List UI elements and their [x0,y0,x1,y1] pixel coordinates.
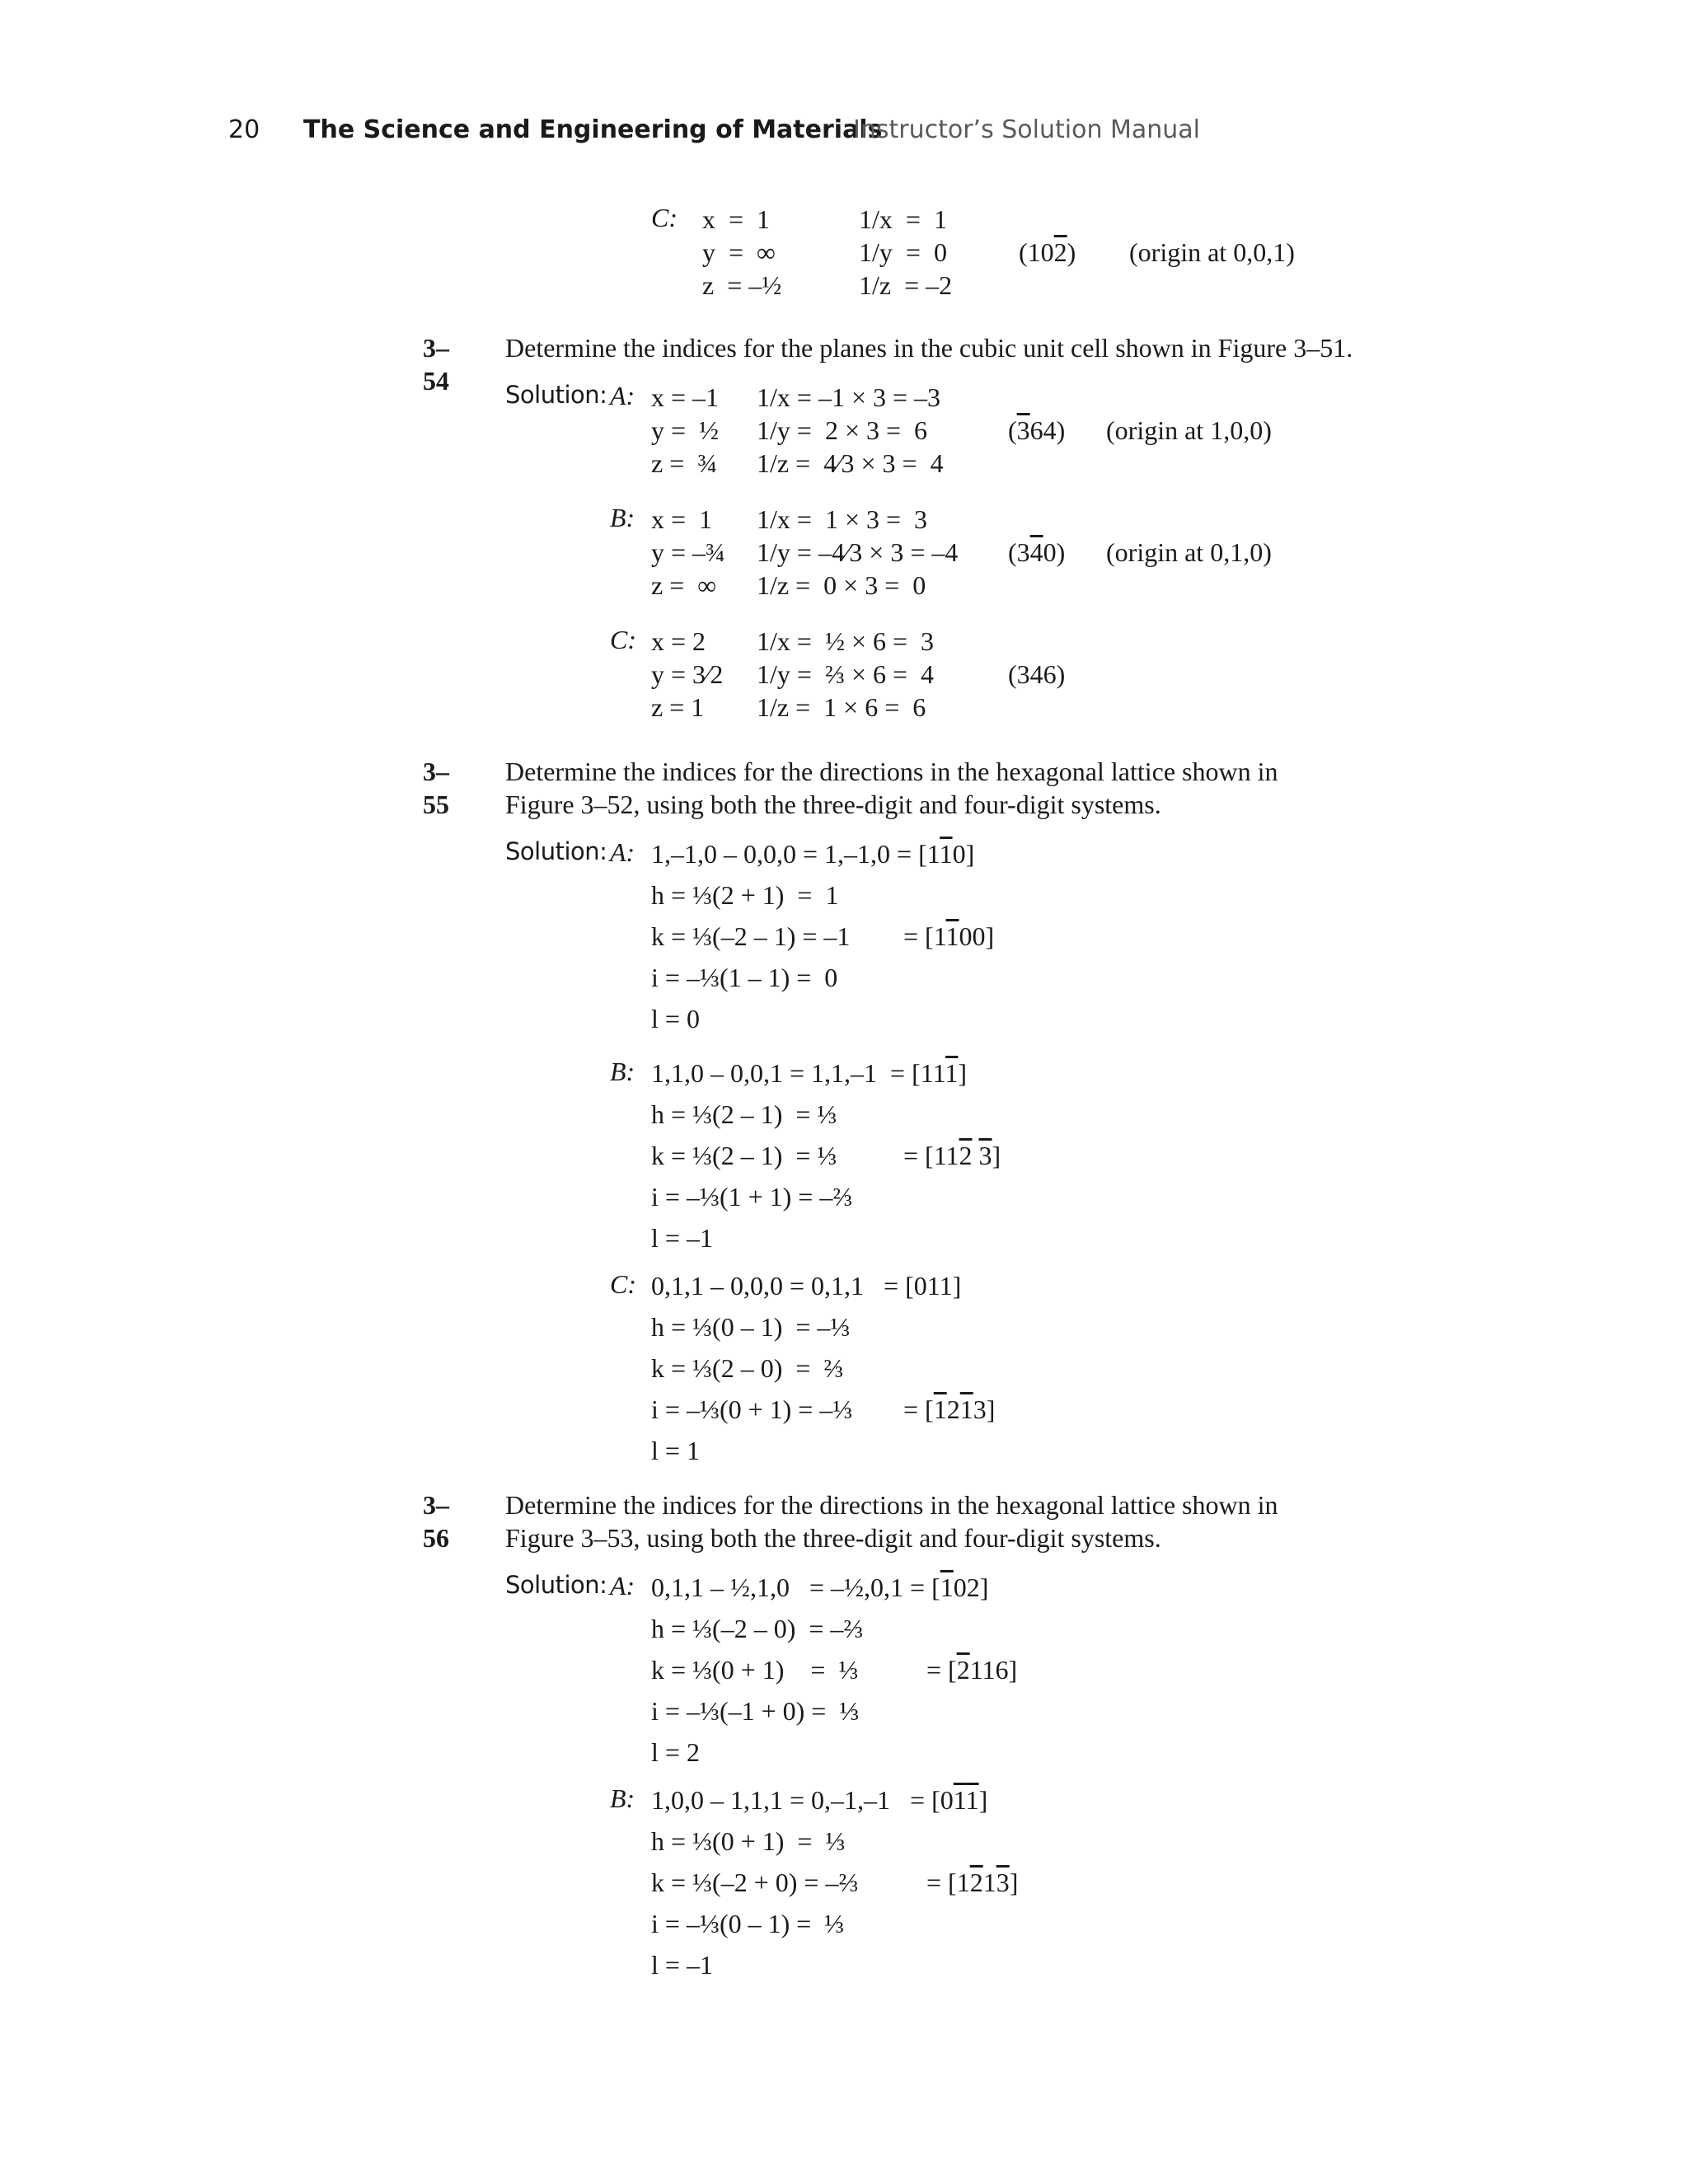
eq-cell: z = –½ [702,270,782,300]
direction-head: 1,–1,0 – 0,0,0 = 1,–1,0 = [110] [651,839,975,869]
eq-cell: y = 3⁄2 [651,659,724,689]
eq-cell: z = 1 [651,692,705,722]
eq-cell: y = ½ [651,415,720,445]
problem-text: Determine the indices for the planes in the cubic unit cell shown in Figure 3–51. [505,333,1353,363]
plane-index: (364) [1008,415,1066,445]
eq-cell: z = ¾ [651,448,718,478]
origin-note: (origin at 0,1,0) [1106,537,1272,567]
eq-cell: 1/z = 1 × 6 = 6 [757,692,926,722]
four-index-result: = [2116] [926,1655,1018,1685]
problem-text [505,755,1445,821]
eq-cell: k = ⅓(2 – 0) = ⅔ [651,1353,844,1383]
eq-cell: 1/x = –1 × 3 = –3 [757,382,941,412]
section-label: A: [610,1571,635,1601]
four-index-result: = [1213] [903,1394,996,1424]
direction-head: 0,1,1 – 0,0,0 = 0,1,1 = [011] [651,1271,962,1301]
eq-cell: z = ∞ [651,570,717,600]
page-number: 20 [228,115,260,144]
section-label: B: [610,1783,635,1813]
eq-cell: 1/y = 2 × 3 = 6 [757,415,928,445]
solution-label: Solution: [505,381,607,409]
eq-cell: 1/y = ⅔ × 6 = 4 [757,659,935,689]
eq-cell: l = –1 [651,1223,713,1253]
eq-cell: k = ⅓(–2 – 1) = –1 [651,921,851,951]
problem-number: 3–56 [423,1490,449,1553]
eq-cell: x = –1 [651,382,720,412]
origin-note: (origin at 0,0,1) [1129,237,1295,267]
eq-cell: k = ⅓(0 + 1) = ⅓ [651,1655,859,1685]
plane-index: (102) [1019,237,1076,267]
eq-cell: y = ∞ [702,237,776,267]
eq-cell: 1/z = 4⁄3 × 3 = 4 [757,448,944,478]
eq-cell: 1/x = 1 × 3 = 3 [757,504,928,534]
eq-cell: l = 0 [651,1004,700,1033]
eq-cell: i = –⅓(–1 + 0) = ⅓ [651,1696,860,1726]
problem-number: 3–55 [423,757,449,819]
eq-cell: 1/z = 0 × 3 = 0 [757,570,926,600]
eq-cell: h = ⅓(2 + 1) = 1 [651,880,839,910]
solution-label: Solution: [505,1571,607,1599]
section-label: C: [610,1269,636,1299]
eq-cell: x = 1 [651,504,713,534]
section-label: A: [610,837,635,867]
four-index-result: = [112 3] [903,1141,1001,1170]
plane-index: (340) [1008,537,1066,567]
direction-head: 1,0,0 – 1,1,1 = 0,–1,–1 = [011] [651,1785,988,1815]
eq-cell: h = ⅓(0 + 1) = ⅓ [651,1826,846,1856]
problem-text-line: Figure 3–52, using both the three-digit and four-digit systems. [505,790,1161,819]
eq-cell: h = ⅓(2 – 1) = ⅓ [651,1099,837,1129]
running-header [0,115,1688,152]
eq-cell: x = 1 [702,204,771,234]
four-index-result: = [1213] [926,1868,1019,1897]
eq-cell: h = ⅓(–2 – 0) = –⅔ [651,1614,864,1643]
eq-cell: k = ⅓(2 – 1) = ⅓ [651,1141,837,1170]
eq-cell: 1/x = ½ × 6 = 3 [757,626,935,656]
eq-cell: l = 1 [651,1436,700,1465]
book-title: The Science and Engineering of Materials [303,115,883,144]
eq-cell: 1/z = –2 [859,270,953,300]
direction-head: 1,1,0 – 0,0,1 = 1,1,–1 = [111] [651,1058,968,1088]
eq-cell: y = –¾ [651,537,726,567]
solution-label: Solution: [505,837,607,865]
problem-text-line: Determine the indices for the directions in the hexagonal lattice shown in [505,1490,1278,1520]
eq-cell: i = –⅓(1 + 1) = –⅔ [651,1182,853,1212]
eq-cell: i = –⅓(0 – 1) = ⅓ [651,1909,845,1938]
problem-text-line: Figure 3–53, using both the three-digit and four-digit systems. [505,1523,1161,1553]
section-label: B: [610,1057,635,1086]
section-label: A: [610,381,635,410]
section-label: C: [651,203,678,232]
section-label: B: [610,503,635,532]
problem-number: 3–54 [423,333,449,396]
four-index-result: = [1100] [903,921,995,951]
manual-title: Instructor’s Solution Manual [853,115,1201,144]
eq-cell: x = 2 [651,626,706,656]
eq-cell: l = 2 [651,1737,700,1767]
eq-cell: 1/x = 1 [859,204,947,234]
plane-index: (346) [1008,659,1066,689]
eq-cell: h = ⅓(0 – 1) = –⅓ [651,1312,851,1342]
eq-cell: k = ⅓(–2 + 0) = –⅔ [651,1868,859,1897]
eq-cell: i = –⅓(1 – 1) = 0 [651,963,838,992]
direction-head: 0,1,1 – ½,1,0 = –½,0,1 = [102] [651,1572,989,1602]
eq-cell: 1/y = –4⁄3 × 3 = –4 [757,537,959,567]
eq-cell: l = –1 [651,1950,713,1980]
eq-cell: 1/y = 0 [859,237,947,267]
origin-note: (origin at 1,0,0) [1106,415,1272,445]
problem-text [505,1488,1445,1554]
problem-text-line: Determine the indices for the directions in the hexagonal lattice shown in [505,757,1278,786]
section-label: C: [610,625,636,654]
eq-cell: i = –⅓(0 + 1) = –⅓ [651,1394,853,1424]
